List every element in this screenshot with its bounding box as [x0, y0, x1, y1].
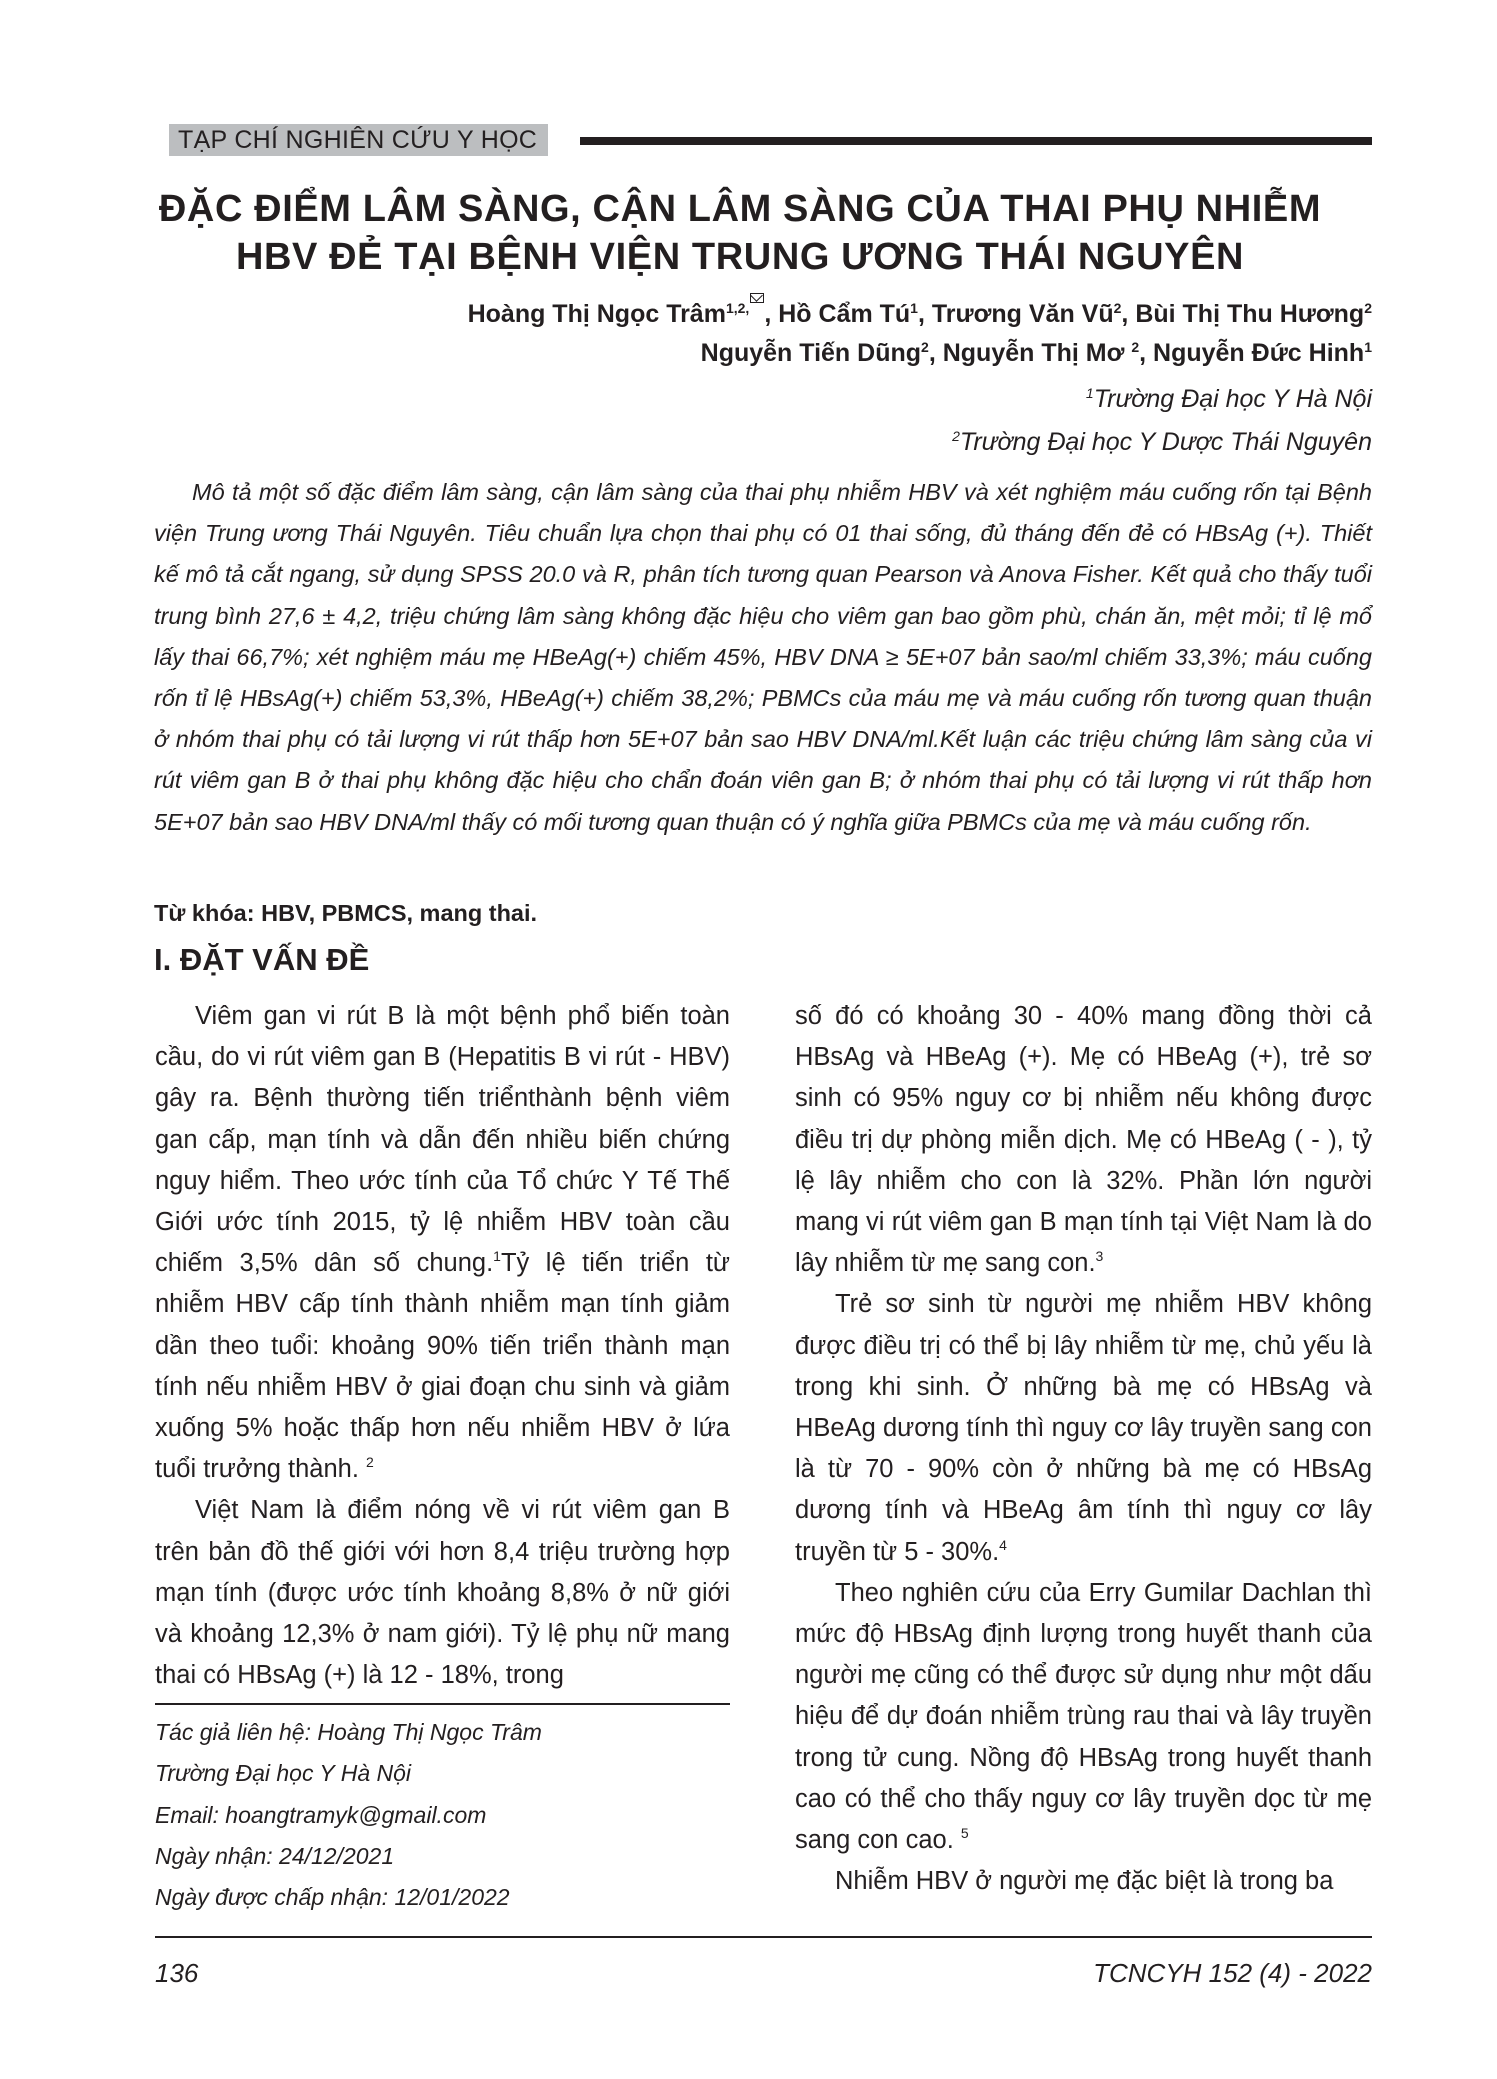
left-column: [155, 996, 730, 1696]
author-sup: 2: [1364, 300, 1372, 316]
affiliation-sup: 1: [1085, 385, 1094, 401]
footer-rule: [155, 1936, 1372, 1938]
author-line-1: [468, 293, 1372, 334]
right-column: [795, 996, 1372, 1902]
paragraph: [795, 996, 1372, 1284]
author-name: Nguyễn Đức Hinh: [1153, 339, 1365, 367]
journal-tag: TẠP CHÍ NGHIÊN CỨU Y HỌC: [169, 124, 548, 156]
journal-reference: TCNCYH 152 (4) - 2022: [1093, 1958, 1372, 1988]
corresponding-institution: Trường Đại học Y Hà Nội: [155, 1760, 412, 1787]
citation-ref: 1: [493, 1248, 501, 1265]
author-sep: ,: [917, 300, 932, 328]
article-title: [130, 185, 1350, 281]
footnote-rule: [155, 1703, 730, 1705]
author-sup: 1: [910, 300, 918, 316]
citation-ref: 2: [366, 1454, 374, 1471]
header-rule: [580, 137, 1372, 145]
author-sep: ,: [764, 300, 779, 328]
author-name: Hoàng Thị Ngọc Trâm: [467, 300, 726, 328]
affiliation-1: [952, 378, 1372, 421]
author-name: Bùi Thị Thu Hương: [1135, 300, 1365, 328]
author-sep: ,: [1121, 300, 1136, 328]
section-heading: I. ĐẶT VẤN ĐỀ: [154, 942, 370, 977]
keywords: Từ khóa: HBV, PBMCS, mang thai.: [154, 900, 538, 926]
corresponding-author: Tác giả liên hệ: Hoàng Thị Ngọc Trâm: [155, 1719, 542, 1745]
title-line-2: HBV ĐẺ TẠI BỆNH VIỆN TRUNG ƯƠNG THÁI NGUYÊN: [235, 236, 1245, 278]
affiliation-text: Trường Đại học Y Dược Thái Nguyên: [959, 428, 1372, 456]
author-sup: 1: [1364, 339, 1372, 355]
affiliation-text: Trường Đại học Y Hà Nội: [1093, 385, 1372, 413]
title-line-1: ĐẶC ĐIỂM LÂM SÀNG, CẬN LÂM SÀNG CỦA THAI PHỤ NHIỄM: [158, 188, 1322, 230]
paragraph-text: Theo nghiên cứu của Erry Gumilar Dachlan thì mức độ HBsAg định lượng trong huyết thanh của người mẹ cũng có thể được sử dụng như một dấu hiệu để dự đoán nhiễm trùng rau thai và lây truyền trong tử cung. Nồng độ HBsAg trong huyết thanh cao có thể cho thấy nguy cơ lây truyền dọc từ mẹ sang con cao.: [795, 1578, 1372, 1855]
author-list: [468, 293, 1372, 373]
paragraph-text: Trẻ sơ sinh từ người mẹ nhiễm HBV không được điều trị có thể bị lây nhiễm từ mẹ, chủ yếu là trong khi sinh. Ở những bà mẹ có HBsAg và HBeAg dương tính thì nguy cơ lây truyền sang con là từ 70 - 90% còn ở những bà mẹ có HBsAg dương tính và HBeAg âm tính thì nguy cơ lây truyền từ 5 - 30%.: [795, 1290, 1372, 1566]
correspondence-note: [155, 1712, 542, 1918]
abstract: Mô tả một số đặc điểm lâm sàng, cận lâm sàng của thai phụ nhiễm HBV và xét nghiệm máu cuống rốn tại Bệnh viện Trung ương Thái Nguyên. Tiêu chuẩn lựa chọn thai phụ có 01 thai sống, đủ tháng đến đẻ có HBsAg (+). Thiết kế mô tả cắt ngang, sử dụng SPSS 20.0 và R, phân tích tương quan Pearson và Anova Fisher. Kết quả cho thấy tuổi trung bình 27,6 ± 4,2, triệu chứng lâm sàng không đặc hiệu cho viêm gan bao gồm phù, chán ăn, mệt mỏi; tỉ lệ mổ lấy thai 66,7%; xét nghiệm máu mẹ HBeAg(+) chiếm 45%, HBV DNA ≥ 5E+07 bản sao/ml chiếm 33,3%; máu cuống rốn tỉ lệ HBsAg(+) chiếm 53,3%, HBeAg(+) chiếm 38,2%; PBMCs của máu mẹ và máu cuống rốn tương quan thuận ở nhóm thai phụ có tải lượng vi rút thấp hơn 5E+07 bản sao HBV DNA/ml.Kết luận các triệu chứng lâm sàng của vi rút viêm gan B ở thai phụ không đặc hiệu cho chẩn đoán viên gan B; ở nhóm thai phụ có tải lượng vi rút thấp hơn 5E+07 bản sao HBV DNA/ml thấy có mối tương quan thuận có ý nghĩa giữa PBMCs của mẹ và máu cuống rốn.: [154, 479, 1372, 835]
author-sup: 1,2,: [725, 300, 750, 316]
paragraph-text: số đó có khoảng 30 - 40% mang đồng thời cả HBsAg và HBeAg (+). Mẹ có HBeAg (+), trẻ sơ sinh có 95% nguy cơ bị nhiễm nếu không được điều trị dự phòng miễn dịch. Mẹ có HBeAg ( - ), tỷ lệ lây nhiễm cho con là 32%. Phần lớn người mang vi rút viêm gan B mạn tính tại Việt Nam là do lây nhiễm từ mẹ sang con.: [795, 1002, 1372, 1278]
citation-ref: 4: [999, 1536, 1007, 1553]
affiliation-2: [952, 421, 1372, 464]
author-line-2: [468, 334, 1372, 373]
author-name: Nguyễn Tiến Dũng: [700, 339, 922, 367]
mail-icon: [750, 293, 764, 303]
accepted-date: Ngày được chấp nhận: 12/01/2022: [155, 1884, 510, 1911]
paragraph-text: Tỷ lệ tiến triển từ nhiễm HBV cấp tính thành nhiễm mạn tính giảm dần theo tuổi: khoảng 90% tiến triển thành mạn tính nếu nhiễm HBV ở giai đoạn chu sinh và giảm xuống 5% hoặc thấp hơn nếu nhiễm HBV ở lứa tuổi trưởng thành.: [155, 1249, 730, 1484]
received-date: Ngày nhận: 24/12/2021: [155, 1842, 395, 1869]
author-sup: 2: [921, 339, 929, 355]
affiliation-list: [952, 378, 1372, 464]
author-sup: 2: [1113, 300, 1122, 316]
paragraph: [155, 996, 730, 1490]
citation-ref: 5: [960, 1825, 969, 1842]
author-sep: ,: [1139, 339, 1154, 367]
author-name: Trương Văn Vũ: [931, 300, 1114, 328]
affiliation-sup: 2: [952, 428, 960, 444]
page-number: 136: [155, 1958, 199, 1988]
paragraph: Việt Nam là điểm nóng về vi rút viêm gan B trên bản đồ thế giới với hơn 8,4 triệu trường hợp mạn tính (được ước tính khoảng 8,8% ở nữ giới và khoảng 12,3% ở nam giới). Tỷ lệ phụ nữ mang thai có HBsAg (+) là 12 - 18%, trong: [155, 1496, 730, 1690]
corresponding-email: Email: hoangtramyk@gmail.com: [155, 1801, 487, 1828]
paragraph: [795, 1573, 1372, 1861]
author-sup: 2: [1131, 339, 1140, 355]
paragraph: Nhiễm HBV ở người mẹ đặc biệt là trong ba: [835, 1867, 1334, 1896]
paragraph-text: Viêm gan vi rút B là một bệnh phổ biến toàn cầu, do vi rút viêm gan B (Hepatitis B vi rút - HBV) gây ra. Bệnh thường tiến triểnthành bệnh viêm gan cấp, mạn tính và dẫn đến nhiều biến chứng nguy hiểm. Theo ước tính của Tổ chức Y Tế Thế Giới ước tính 2015, tỷ lệ nhiễm HBV toàn cầu chiếm 3,5% dân số chung.: [155, 1002, 730, 1278]
author-name: Nguyễn Thị Mơ: [942, 339, 1132, 367]
author-name: Hồ Cẩm Tú: [778, 300, 911, 328]
paragraph: [795, 1284, 1372, 1572]
citation-ref: 3: [1095, 1248, 1104, 1265]
author-sep: ,: [928, 339, 943, 367]
